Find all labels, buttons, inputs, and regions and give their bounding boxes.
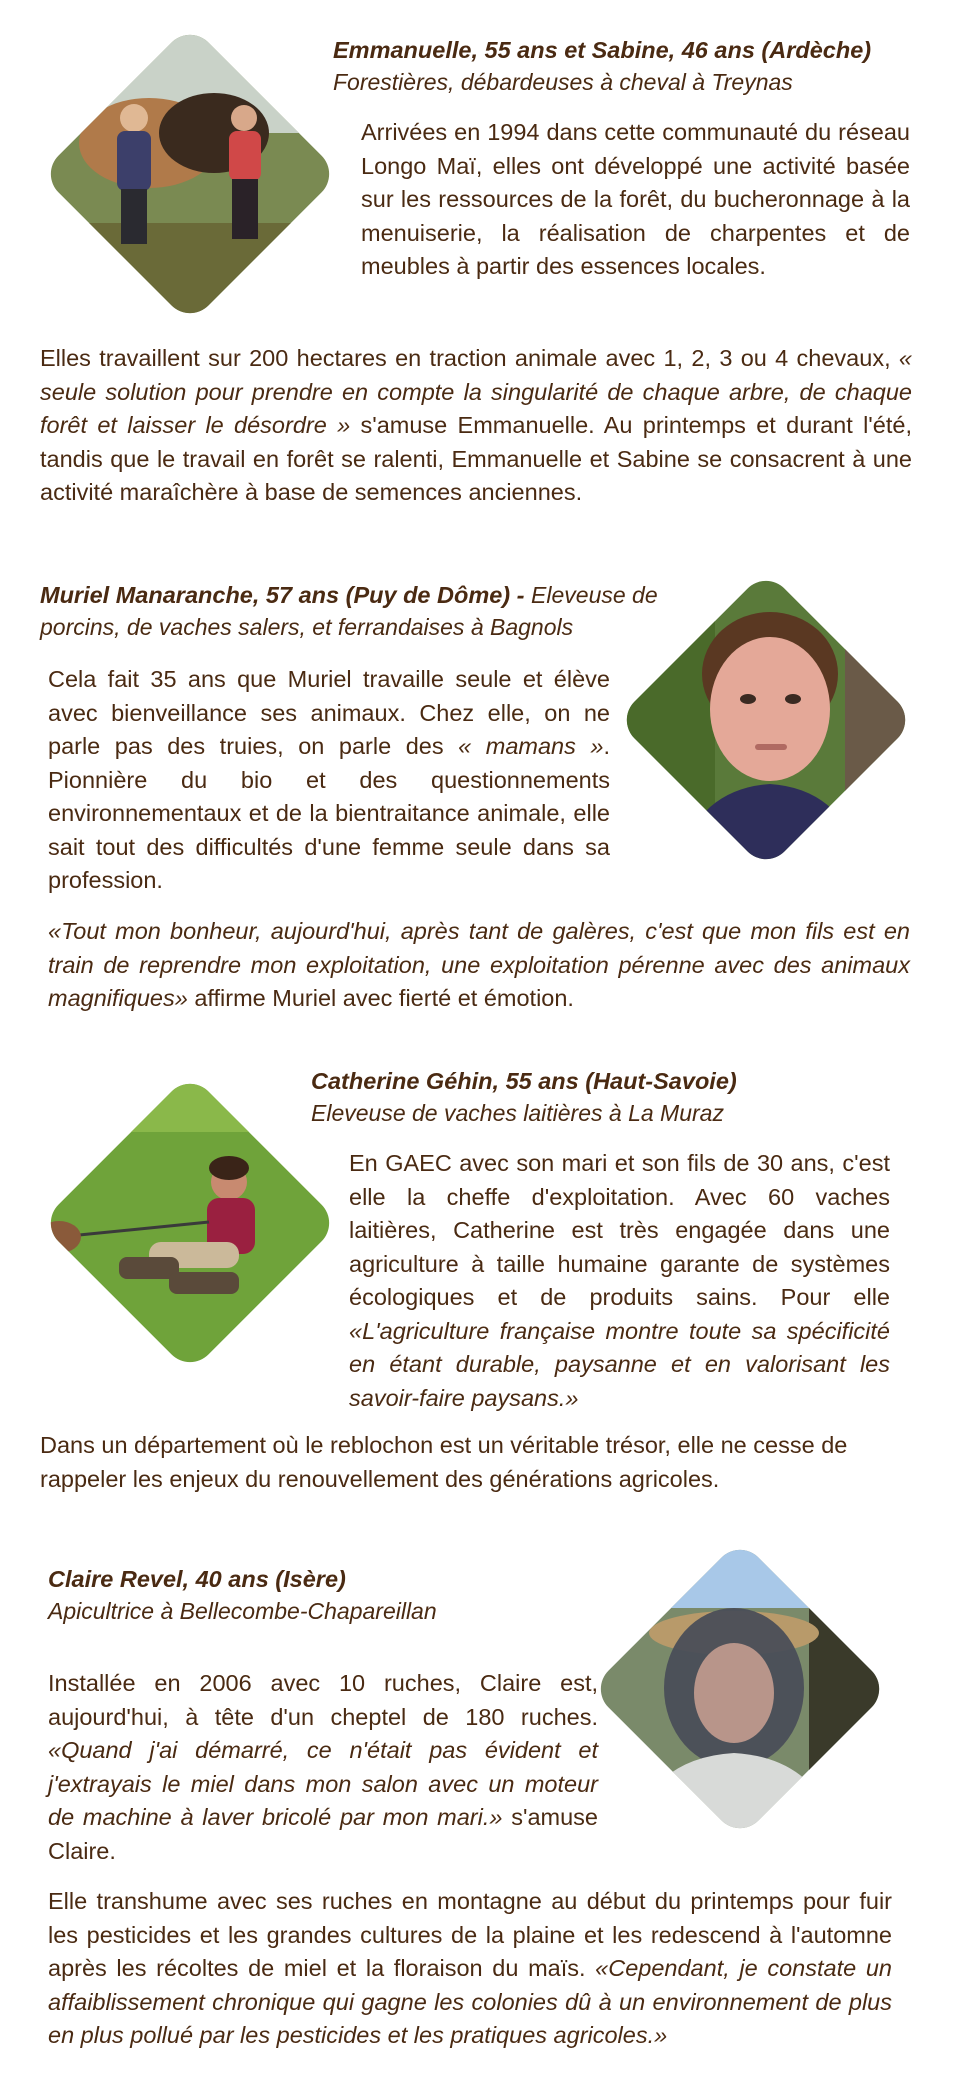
profile-2-role: Eleveuse de porcins, de vaches salers, et ferrandaises à Bagnols [40,582,658,640]
woman-sitting-in-grass-photo [40,1073,340,1373]
profile-1-quote: « seule solution pour prendre en compte la singularité de chaque arbre, de chaque forêt et laisser le désordre » [40,345,912,438]
profile-2-intro-text-end: . Pionnière du bio et des questionnements environnementaux et de la bientraitance animale, elle sait tout des difficultés d'une femme seule dans sa profession. [48,733,610,893]
profile-4-body-text: Elle transhume avec ses ruches en montagne au début du printemps pour fuir les pesticides et les grandes cultures de la plaine et les redescend à l'automne après les récoltes de miel et la floraison du maïs. [48,1888,892,1981]
profile-3-name: Catherine Géhin, 55 ans (Haut-Savoie) [311,1068,737,1094]
profile-2-body [48,915,910,1016]
profile-2-header [40,579,680,643]
profile-2-quote: «Tout mon bonheur, aujourd'hui, après tant de galères, c'est que mon fils est en train de reprendre mon exploitation, une exploitation pérenne avec des animaux magnifiques» [48,918,910,1011]
profile-1-role: Forestières, débardeuses à cheval à Treynas [333,69,793,95]
profile-2-body-text: affirme Muriel avec fierté et émotion. [187,985,574,1011]
profile-3-photo [40,1073,340,1373]
profile-1-intro: Arrivées en 1994 dans cette communauté du réseau Longo Maï, elles ont développé une activité basée sur les ressources de la forêt, du bucheronnage à la menuiserie, la réalisation de charpentes et de meubles à partir des essences locales. [361,119,910,279]
profile-1-body-text: Elles travaillent sur 200 hectares en traction animale avec 1, 2, 3 ou 4 chevaux, [40,345,899,371]
profile-3-role: Eleveuse de vaches laitières à La Muraz [311,1100,724,1126]
profile-3-intro [349,1147,890,1415]
profile-3-intro-text: En GAEC avec son mari et son fils de 30 ans, c'est elle la cheffe d'exploitation. Avec 60 vaches laitières, Catherine est très engagée dans une agriculture à taille humaine garante de systèmes écologiques et de produits sains. Pour elle [349,1150,890,1310]
profile-3-body: Dans un département où le reblochon est un véritable trésor, elle ne cesse de rappeler les enjeux du renouvellement des générations agricoles. [40,1432,848,1492]
profile-2-intro-quote: « mamans » [458,733,604,759]
profile-2-intro [48,663,610,898]
profile-4-intro [48,1667,598,1868]
profile-1-body [40,342,912,510]
profile-4-intro-text-end: s'amuse Claire. [48,1804,598,1864]
profile-4-body [48,1885,892,2053]
profile-1-name: Emmanuelle, 55 ans et Sabine, 46 ans (Ardèche) [333,37,872,63]
profile-4-quote: «Cependant, je constate un affaiblissement chronique qui gagne les colonies dû à un environnement de plus en plus pollué par les pesticides et les pratiques agricoles.» [48,1955,892,2048]
profile-2-name: Muriel Manaranche, 57 ans (Puy de Dôme) [40,582,511,608]
profile-4-name: Claire Revel, 40 ans (Isère) [48,1566,346,1592]
profile-2-name-separator: - [510,582,532,608]
profile-2-intro-text: Cela fait 35 ans que Muriel travaille seule et élève avec bienveillance ses animaux. Chez elle, on ne parle pas des truies, on parle des [48,666,610,759]
profile-4-role: Apicultrice à Bellecombe-Chapareillan [48,1598,437,1624]
profile-3-quote: «L'agriculture française montre toute sa spécificité en étant durable, paysanne et en valorisant les savoir-faire paysans.» [349,1317,890,1411]
profile-4-intro-text: Installée en 2006 avec 10 ruches, Claire est, aujourd'hui, à tête d'un cheptel de 180 ruches. [48,1670,598,1730]
profile-4-intro-quote: «Quand j'ai démarré, ce n'était pas évident et j'extrayais le miel dans mon salon avec un moteur de machine à laver bricolé par mon mari.» [48,1737,598,1830]
profile-1-photo [40,24,340,324]
two-women-with-horses-photo [40,24,340,324]
profile-1-body-text-end: s'amuse Emmanuelle. Au printemps et durant l'été, tandis que le travail en forêt se ralenti, Emmanuelle et Sabine se consacrent à une activité maraîchère à base de semences anciennes. [40,412,912,505]
